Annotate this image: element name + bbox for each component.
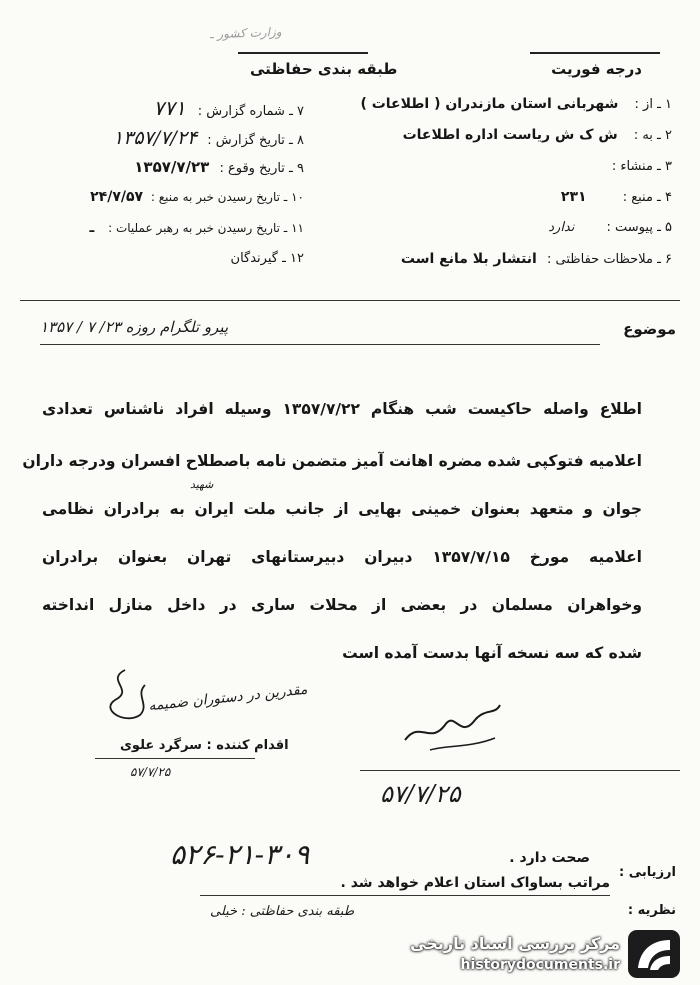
field-label: ۱ ـ از :	[634, 97, 672, 112]
field-report-number	[4, 96, 304, 127]
opinion-label: نظریه :	[627, 903, 676, 918]
signature-date: ۵۷/۷/۲۵	[380, 780, 461, 808]
field-value: ش ک ش ریاست اداره اطلاعات	[402, 127, 618, 143]
field-label: ۲ ـ به :	[633, 128, 672, 143]
body-line: شده که سه نسخه آنها بدست آمده است	[342, 644, 642, 662]
field-value: انتشار بلا مانع است	[400, 251, 537, 267]
subject-label: موضوع	[623, 320, 676, 338]
field-label: ۶ ـ ملاحظات حفاظتی :	[547, 252, 672, 267]
evaluation-note: مراتب بساواک استان اعلام خواهد شد .	[340, 875, 610, 891]
urgency-label: درجه فوریت	[551, 60, 642, 78]
field-recipients	[4, 251, 304, 282]
initial-scribble	[95, 665, 165, 735]
field-label: ۴ ـ منبع :	[622, 190, 672, 205]
field-label: ۱۲ ـ گیرندگان	[230, 251, 304, 266]
margin-note: مقدرین در دستوران ضمیمه	[147, 681, 309, 715]
classification-label: طبقه بندی حفاظتی	[250, 60, 398, 78]
field-value: ۲۳۱	[560, 189, 587, 205]
field-news-to-source-date	[4, 189, 304, 220]
watermark-logo-icon	[626, 928, 682, 980]
field-label: ۵ ـ پیوست :	[606, 220, 672, 235]
field-value: ۷۷۱	[153, 96, 186, 120]
field-value: ۱۳۵۷/۷/۲۳	[134, 158, 210, 176]
file-number: ۵۲۶-۲۱-۳۰۹	[170, 838, 310, 871]
field-security-notes	[337, 251, 672, 282]
body-line: اعلامیه مورخ ۱۳۵۷/۷/۱۵ دبیران دبیرستانهای تهران بعنوان برادران	[42, 548, 642, 566]
field-from	[337, 96, 672, 127]
header-rule-left	[238, 52, 368, 54]
field-value: ندارد	[548, 220, 575, 235]
field-value: شهربانی استان مازندران ( اطلاعات )	[360, 96, 619, 112]
action-rule	[95, 758, 255, 759]
header-separator	[20, 300, 680, 301]
field-label: ۳ ـ منشاء :	[611, 159, 672, 174]
subject-rule	[40, 344, 600, 345]
field-label: ۹ ـ تاریخ وقوع :	[219, 161, 304, 176]
body-line: اطلاع واصله حاکیست شب هنگام ۱۳۵۷/۷/۲۲ وسیله افراد ناشناس تعدادی	[42, 400, 642, 418]
field-report-date	[4, 127, 304, 158]
action-line: اقدام کننده : سرگرد علوی	[120, 738, 289, 753]
signature-rule	[360, 770, 680, 771]
body-line: اعلامیه فتوکپی شده مضره اهانت آمیز متضمن نامه باصطلاح افسران ودرجه داران	[22, 452, 642, 470]
watermark-url: historydocuments.ir	[460, 957, 620, 973]
insert-above-text: شهید	[190, 478, 214, 491]
evaluation-label: ارزیابی :	[619, 865, 676, 880]
body-line: وخواهران مسلمان در بعضی از محلات ساری در داخل منازل انداخته	[42, 596, 642, 614]
fields-left-block	[4, 96, 304, 282]
field-label: ۱۱ ـ تاریخ رسیدن خبر به رهبر عملیات :	[108, 221, 304, 235]
evaluation-value: صحت دارد .	[509, 850, 590, 866]
field-to	[337, 127, 672, 158]
field-attachment	[337, 220, 672, 251]
field-value: ۱۳۵۷/۷/۲۴	[112, 127, 198, 149]
fields-right-block	[337, 96, 672, 282]
action-date: ۵۷/۷/۲۵	[130, 765, 171, 779]
field-label: ۸ ـ تاریخ گزارش :	[207, 133, 304, 148]
field-source	[337, 189, 672, 220]
field-value: ۲۴/۷/۵۷	[90, 189, 144, 205]
signature	[400, 690, 510, 760]
subject-value: پیرو تلگرام روزه ۲۳/ ۷ / ۱۳۵۷	[40, 318, 229, 336]
field-label: ۷ ـ شماره گزارش :	[197, 104, 304, 119]
field-label: ۱۰ ـ تاریخ رسیدن خبر به منبع :	[150, 190, 304, 204]
body-line: جوان و متعهد بعنوان خمینی بهایی از جانب ملت ایران به برادران نظامی	[42, 500, 642, 518]
field-value: ـ	[89, 220, 95, 236]
field-news-to-leader-date	[4, 220, 304, 251]
top-scribble: وزارت کشور ـ	[209, 24, 282, 42]
field-event-date	[4, 158, 304, 189]
watermark-title: مرکز بررسی اسناد تاریخی	[410, 934, 620, 953]
header-rule-right	[530, 52, 660, 54]
evaluation-rule	[200, 895, 610, 896]
opinion-value: طبقه بندی حفاظتی : خیلی	[210, 904, 355, 919]
field-origin	[337, 158, 672, 189]
